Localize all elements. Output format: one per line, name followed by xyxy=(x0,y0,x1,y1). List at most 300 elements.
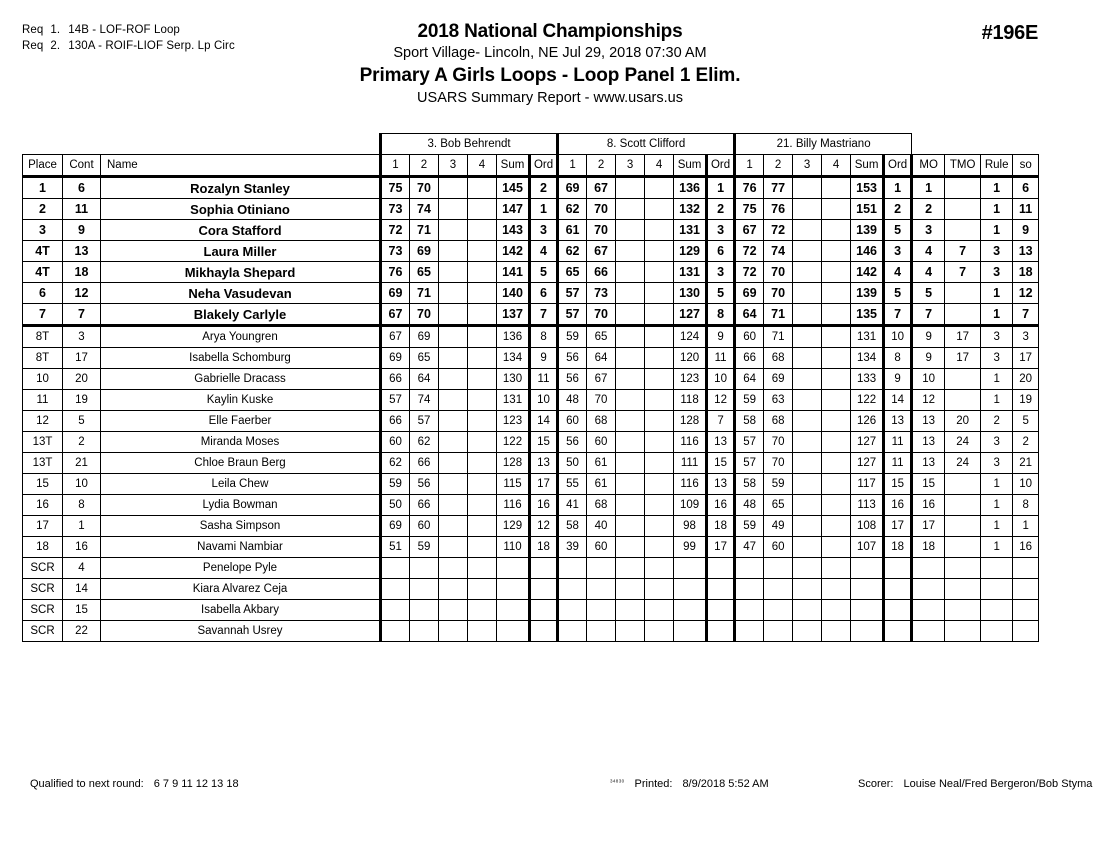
column-header-j2-3: 3 xyxy=(616,155,645,177)
cell-j2-1: 60 xyxy=(558,411,587,432)
cell-j1-2: 70 xyxy=(410,177,439,199)
cell-so: 17 xyxy=(1013,348,1039,369)
cell-j1-ord: 1 xyxy=(530,199,558,220)
cell-j2-ord: 6 xyxy=(707,241,735,262)
cell-j3-4 xyxy=(822,177,851,199)
cell-name: Leila Chew xyxy=(101,474,381,495)
cell-place: 8T xyxy=(23,348,63,369)
cell-j2-ord xyxy=(707,621,735,642)
cell-place: 16 xyxy=(23,495,63,516)
table-row[interactable] xyxy=(23,241,1039,262)
cell-j3-4 xyxy=(822,600,851,621)
cell-j3-2: 69 xyxy=(764,369,793,390)
cell-j2-sum: 116 xyxy=(674,474,707,495)
cell-j1-2: 66 xyxy=(410,495,439,516)
cell-j3-2: 70 xyxy=(764,453,793,474)
table-row[interactable] xyxy=(23,495,1039,516)
cell-j3-4 xyxy=(822,348,851,369)
cell-cont: 22 xyxy=(63,621,101,642)
cell-j1-3 xyxy=(439,241,468,262)
cell-j1-sum: 130 xyxy=(497,369,530,390)
cell-j2-2: 70 xyxy=(587,304,616,326)
table-body xyxy=(23,177,1039,642)
cell-mo: 12 xyxy=(912,390,945,411)
cell-rule: 3 xyxy=(981,241,1013,262)
table-row[interactable] xyxy=(23,199,1039,220)
cell-j3-4 xyxy=(822,579,851,600)
table-row[interactable] xyxy=(23,453,1039,474)
cell-j2-3 xyxy=(616,283,645,304)
cell-j3-sum: 135 xyxy=(851,304,884,326)
table-row[interactable] xyxy=(23,411,1039,432)
column-header-j3-2: 2 xyxy=(764,155,793,177)
cell-j3-2: 49 xyxy=(764,516,793,537)
cell-j2-2: 60 xyxy=(587,537,616,558)
cell-j1-4 xyxy=(468,220,497,241)
table-row[interactable] xyxy=(23,558,1039,579)
cell-j2-ord: 18 xyxy=(707,516,735,537)
table-row[interactable] xyxy=(23,220,1039,241)
cell-j1-4 xyxy=(468,621,497,642)
cell-j1-4 xyxy=(468,326,497,348)
cell-j3-ord xyxy=(884,621,912,642)
cell-j3-2: 65 xyxy=(764,495,793,516)
cell-rule: 1 xyxy=(981,390,1013,411)
table-row[interactable] xyxy=(23,537,1039,558)
cell-j3-2 xyxy=(764,579,793,600)
cell-tmo xyxy=(945,390,981,411)
cell-j2-sum: 109 xyxy=(674,495,707,516)
cell-j2-1: 57 xyxy=(558,304,587,326)
cell-j2-ord: 8 xyxy=(707,304,735,326)
cell-j3-sum: 127 xyxy=(851,432,884,453)
cell-j1-1: 73 xyxy=(381,241,410,262)
table-row[interactable] xyxy=(23,516,1039,537)
cell-j1-1: 66 xyxy=(381,369,410,390)
cell-so: 2 xyxy=(1013,432,1039,453)
cell-j2-2: 67 xyxy=(587,177,616,199)
cell-j2-1 xyxy=(558,621,587,642)
cell-j1-4 xyxy=(468,262,497,283)
cell-so: 1 xyxy=(1013,516,1039,537)
cell-j3-sum: 126 xyxy=(851,411,884,432)
cell-j1-ord: 7 xyxy=(530,304,558,326)
cell-j3-3 xyxy=(793,220,822,241)
cell-j2-3 xyxy=(616,516,645,537)
cell-tmo: 7 xyxy=(945,241,981,262)
cell-j2-sum: 120 xyxy=(674,348,707,369)
cell-mo: 13 xyxy=(912,432,945,453)
cell-j3-2: 63 xyxy=(764,390,793,411)
cell-j3-3 xyxy=(793,348,822,369)
cell-j2-4 xyxy=(645,600,674,621)
judge-banner-spacer-name xyxy=(101,134,381,155)
cell-j3-1: 64 xyxy=(735,369,764,390)
event-title: 2018 National Championships xyxy=(417,21,683,42)
cell-name: Isabella Schomburg xyxy=(101,348,381,369)
cell-j2-4 xyxy=(645,495,674,516)
cell-j3-4 xyxy=(822,220,851,241)
cell-j1-3 xyxy=(439,453,468,474)
cell-j3-1 xyxy=(735,621,764,642)
report-subtitle: USARS Summary Report - www.usars.us xyxy=(417,90,683,106)
cell-j2-1: 56 xyxy=(558,369,587,390)
cell-j2-sum: 131 xyxy=(674,220,707,241)
cell-j3-ord xyxy=(884,558,912,579)
cell-j2-ord: 5 xyxy=(707,283,735,304)
cell-so: 16 xyxy=(1013,537,1039,558)
cell-place: 4T xyxy=(23,262,63,283)
cell-name: Navami Nambiar xyxy=(101,537,381,558)
cell-j3-3 xyxy=(793,453,822,474)
table-row[interactable] xyxy=(23,348,1039,369)
cell-j3-3 xyxy=(793,600,822,621)
cell-j1-ord: 5 xyxy=(530,262,558,283)
cell-j3-4 xyxy=(822,369,851,390)
cell-name: Arya Youngren xyxy=(101,326,381,348)
cell-cont: 19 xyxy=(63,390,101,411)
cell-name: Chloe Braun Berg xyxy=(101,453,381,474)
cell-j1-1: 59 xyxy=(381,474,410,495)
cell-j2-1: 69 xyxy=(558,177,587,199)
cell-j3-2 xyxy=(764,621,793,642)
table-row[interactable] xyxy=(23,283,1039,304)
printed-line xyxy=(610,778,769,790)
cell-j3-1: 57 xyxy=(735,432,764,453)
cell-j2-1: 50 xyxy=(558,453,587,474)
cell-j3-2 xyxy=(764,600,793,621)
cell-place: 17 xyxy=(23,516,63,537)
cell-name: Sasha Simpson xyxy=(101,516,381,537)
cell-j2-1: 39 xyxy=(558,537,587,558)
cell-j2-sum: 124 xyxy=(674,326,707,348)
column-header-j2-ord: Ord xyxy=(707,155,735,177)
cell-j1-3 xyxy=(439,199,468,220)
cell-j2-ord: 10 xyxy=(707,369,735,390)
cell-j1-sum: 110 xyxy=(497,537,530,558)
cell-rule: 1 xyxy=(981,220,1013,241)
cell-j3-3 xyxy=(793,558,822,579)
cell-j1-3 xyxy=(439,516,468,537)
cell-j3-sum: 107 xyxy=(851,537,884,558)
cell-j2-4 xyxy=(645,558,674,579)
cell-j1-1 xyxy=(381,579,410,600)
cell-j2-2: 68 xyxy=(587,411,616,432)
cell-j1-sum xyxy=(497,600,530,621)
table-row[interactable] xyxy=(23,621,1039,642)
cell-j3-ord: 7 xyxy=(884,304,912,326)
column-header-row xyxy=(23,155,1039,177)
cell-j3-2: 72 xyxy=(764,220,793,241)
cell-so: 7 xyxy=(1013,304,1039,326)
cell-j2-1: 55 xyxy=(558,474,587,495)
cell-rule: 1 xyxy=(981,474,1013,495)
report-stamp: 34830 xyxy=(610,778,625,784)
column-header-place: Place xyxy=(23,155,63,177)
cell-j1-1: 57 xyxy=(381,390,410,411)
results-table xyxy=(22,133,1039,642)
cell-j3-1 xyxy=(735,558,764,579)
scorer-label: Scorer: xyxy=(858,778,894,790)
cell-so xyxy=(1013,621,1039,642)
cell-j1-2: 69 xyxy=(410,326,439,348)
cell-j3-3 xyxy=(793,516,822,537)
cell-j2-4 xyxy=(645,390,674,411)
cell-j3-sum: 113 xyxy=(851,495,884,516)
cell-so: 5 xyxy=(1013,411,1039,432)
cell-j2-1: 56 xyxy=(558,348,587,369)
cell-j2-4 xyxy=(645,579,674,600)
cell-j2-4 xyxy=(645,177,674,199)
cell-so xyxy=(1013,558,1039,579)
cell-j2-3 xyxy=(616,262,645,283)
cell-tmo: 24 xyxy=(945,432,981,453)
column-header-j2-4: 4 xyxy=(645,155,674,177)
cell-j3-ord xyxy=(884,579,912,600)
cell-tmo xyxy=(945,579,981,600)
cell-j2-sum: 130 xyxy=(674,283,707,304)
cell-j1-1: 62 xyxy=(381,453,410,474)
cell-so: 10 xyxy=(1013,474,1039,495)
cell-so: 21 xyxy=(1013,453,1039,474)
column-header-j1-3: 3 xyxy=(439,155,468,177)
cell-j3-4 xyxy=(822,453,851,474)
table-head xyxy=(23,134,1039,177)
cell-j2-2: 64 xyxy=(587,348,616,369)
cell-j3-sum: 122 xyxy=(851,390,884,411)
table-row[interactable] xyxy=(23,579,1039,600)
cell-j1-2: 62 xyxy=(410,432,439,453)
table-row[interactable] xyxy=(23,304,1039,326)
cell-j3-2: 74 xyxy=(764,241,793,262)
cell-j1-4 xyxy=(468,411,497,432)
cell-j2-1: 62 xyxy=(558,199,587,220)
cell-j1-3 xyxy=(439,304,468,326)
cell-j2-3 xyxy=(616,241,645,262)
cell-j1-ord: 17 xyxy=(530,474,558,495)
requirement-1-number: 1. xyxy=(50,24,61,36)
cell-j3-3 xyxy=(793,199,822,220)
cell-j1-sum: 129 xyxy=(497,516,530,537)
cell-tmo: 17 xyxy=(945,326,981,348)
column-header-rule: Rule xyxy=(981,155,1013,177)
cell-rule: 3 xyxy=(981,262,1013,283)
cell-j3-3 xyxy=(793,177,822,199)
cell-j2-3 xyxy=(616,537,645,558)
cell-j3-ord: 1 xyxy=(884,177,912,199)
cell-j2-4 xyxy=(645,199,674,220)
table-row[interactable] xyxy=(23,326,1039,348)
cell-j2-ord: 13 xyxy=(707,432,735,453)
cell-tmo: 20 xyxy=(945,411,981,432)
cell-rule: 1 xyxy=(981,369,1013,390)
cell-j3-sum: 108 xyxy=(851,516,884,537)
cell-j1-2: 74 xyxy=(410,390,439,411)
cell-j1-2 xyxy=(410,558,439,579)
printed-value: 8/9/2018 5:52 AM xyxy=(682,778,769,790)
cell-tmo xyxy=(945,600,981,621)
cell-cont: 12 xyxy=(63,283,101,304)
cell-j3-1 xyxy=(735,579,764,600)
cell-cont: 18 xyxy=(63,262,101,283)
cell-j1-ord: 16 xyxy=(530,495,558,516)
cell-j2-3 xyxy=(616,495,645,516)
cell-j1-2 xyxy=(410,579,439,600)
results-sheet xyxy=(22,133,1034,642)
cell-j3-2: 71 xyxy=(764,304,793,326)
cell-j2-4 xyxy=(645,621,674,642)
cell-j3-1: 57 xyxy=(735,453,764,474)
cell-j2-sum xyxy=(674,579,707,600)
cell-j1-sum: 143 xyxy=(497,220,530,241)
cell-j1-ord xyxy=(530,600,558,621)
cell-j3-1: 75 xyxy=(735,199,764,220)
table-row[interactable] xyxy=(23,262,1039,283)
cell-so: 9 xyxy=(1013,220,1039,241)
cell-j3-sum xyxy=(851,558,884,579)
cell-j1-ord: 13 xyxy=(530,453,558,474)
column-header-name: Name xyxy=(101,155,381,177)
cell-j3-ord: 5 xyxy=(884,283,912,304)
cell-j2-sum xyxy=(674,558,707,579)
column-header-j3-3: 3 xyxy=(793,155,822,177)
cell-name: Sophia Otiniano xyxy=(101,199,381,220)
cell-tmo xyxy=(945,495,981,516)
column-header-j3-1: 1 xyxy=(735,155,764,177)
cell-mo: 4 xyxy=(912,262,945,283)
cell-j2-sum: 123 xyxy=(674,369,707,390)
cell-j1-2: 69 xyxy=(410,241,439,262)
cell-j1-1: 66 xyxy=(381,411,410,432)
cell-rule: 1 xyxy=(981,304,1013,326)
table-row[interactable] xyxy=(23,390,1039,411)
requirement-1-text: 14B - LOF-ROF Loop xyxy=(68,24,180,36)
cell-j3-2: 70 xyxy=(764,432,793,453)
cell-j3-ord: 11 xyxy=(884,453,912,474)
cell-mo xyxy=(912,621,945,642)
cell-j1-2: 70 xyxy=(410,304,439,326)
cell-name: Kiara Alvarez Ceja xyxy=(101,579,381,600)
cell-j2-2: 67 xyxy=(587,241,616,262)
cell-j1-sum xyxy=(497,558,530,579)
cell-j1-2: 66 xyxy=(410,453,439,474)
cell-j3-3 xyxy=(793,326,822,348)
cell-j1-4 xyxy=(468,558,497,579)
cell-cont: 8 xyxy=(63,495,101,516)
cell-j1-ord: 14 xyxy=(530,411,558,432)
scorer-value: Louise Neal/Fred Bergeron/Bob Styma xyxy=(903,778,1093,790)
cell-j1-1: 72 xyxy=(381,220,410,241)
cell-j1-1: 69 xyxy=(381,348,410,369)
cell-j1-ord: 18 xyxy=(530,537,558,558)
cell-j3-4 xyxy=(822,326,851,348)
cell-j2-2: 68 xyxy=(587,495,616,516)
cell-j3-4 xyxy=(822,495,851,516)
column-header-j2-1: 1 xyxy=(558,155,587,177)
cell-j1-4 xyxy=(468,495,497,516)
table-row[interactable] xyxy=(23,474,1039,495)
cell-j3-3 xyxy=(793,241,822,262)
cell-j3-1: 60 xyxy=(735,326,764,348)
cell-j1-1: 69 xyxy=(381,516,410,537)
cell-tmo: 24 xyxy=(945,453,981,474)
cell-j1-4 xyxy=(468,199,497,220)
cell-j3-ord: 11 xyxy=(884,432,912,453)
cell-mo xyxy=(912,579,945,600)
cell-j1-2 xyxy=(410,621,439,642)
cell-j3-ord: 10 xyxy=(884,326,912,348)
column-header-mo: MO xyxy=(912,155,945,177)
cell-j2-sum: 116 xyxy=(674,432,707,453)
cell-j2-3 xyxy=(616,411,645,432)
cell-j1-ord: 3 xyxy=(530,220,558,241)
cell-j2-2 xyxy=(587,621,616,642)
cell-j3-sum: 131 xyxy=(851,326,884,348)
cell-j1-1: 51 xyxy=(381,537,410,558)
judge-banner-row xyxy=(23,134,1039,155)
cell-j1-4 xyxy=(468,600,497,621)
cell-j2-ord: 7 xyxy=(707,411,735,432)
cell-j1-sum: 115 xyxy=(497,474,530,495)
table-row[interactable] xyxy=(23,600,1039,621)
cell-place: 8T xyxy=(23,326,63,348)
table-row[interactable] xyxy=(23,177,1039,199)
cell-so: 11 xyxy=(1013,199,1039,220)
cell-j1-ord: 11 xyxy=(530,369,558,390)
cell-place: 13T xyxy=(23,432,63,453)
cell-j3-2 xyxy=(764,558,793,579)
cell-j2-4 xyxy=(645,516,674,537)
cell-mo: 2 xyxy=(912,199,945,220)
scorer-line xyxy=(858,778,1092,790)
cell-j3-sum: 117 xyxy=(851,474,884,495)
cell-j3-1: 58 xyxy=(735,474,764,495)
cell-tmo xyxy=(945,558,981,579)
cell-j2-2: 61 xyxy=(587,474,616,495)
cell-place: 6 xyxy=(23,283,63,304)
cell-j2-3 xyxy=(616,600,645,621)
event-venue-datetime: Sport Village- Lincoln, NE Jul 29, 2018 07:30 AM xyxy=(393,45,707,61)
cell-j3-1: 67 xyxy=(735,220,764,241)
cell-cont: 11 xyxy=(63,199,101,220)
cell-name: Elle Faerber xyxy=(101,411,381,432)
cell-j1-2: 71 xyxy=(410,220,439,241)
cell-rule: 1 xyxy=(981,199,1013,220)
cell-j3-ord: 4 xyxy=(884,262,912,283)
cell-so xyxy=(1013,600,1039,621)
column-header-j1-1: 1 xyxy=(381,155,410,177)
cell-so: 8 xyxy=(1013,495,1039,516)
qualified-line xyxy=(30,778,239,790)
cell-j1-ord: 2 xyxy=(530,177,558,199)
cell-rule: 1 xyxy=(981,177,1013,199)
table-row[interactable] xyxy=(23,432,1039,453)
cell-j2-sum: 118 xyxy=(674,390,707,411)
cell-j2-4 xyxy=(645,348,674,369)
cell-j2-3 xyxy=(616,621,645,642)
cell-mo: 3 xyxy=(912,220,945,241)
table-row[interactable] xyxy=(23,369,1039,390)
cell-j3-3 xyxy=(793,262,822,283)
cell-j1-1: 73 xyxy=(381,199,410,220)
cell-tmo xyxy=(945,304,981,326)
cell-j2-4 xyxy=(645,453,674,474)
cell-rule: 3 xyxy=(981,348,1013,369)
cell-tmo: 7 xyxy=(945,262,981,283)
cell-j2-sum: 136 xyxy=(674,177,707,199)
cell-j3-ord: 9 xyxy=(884,369,912,390)
cell-mo: 13 xyxy=(912,411,945,432)
